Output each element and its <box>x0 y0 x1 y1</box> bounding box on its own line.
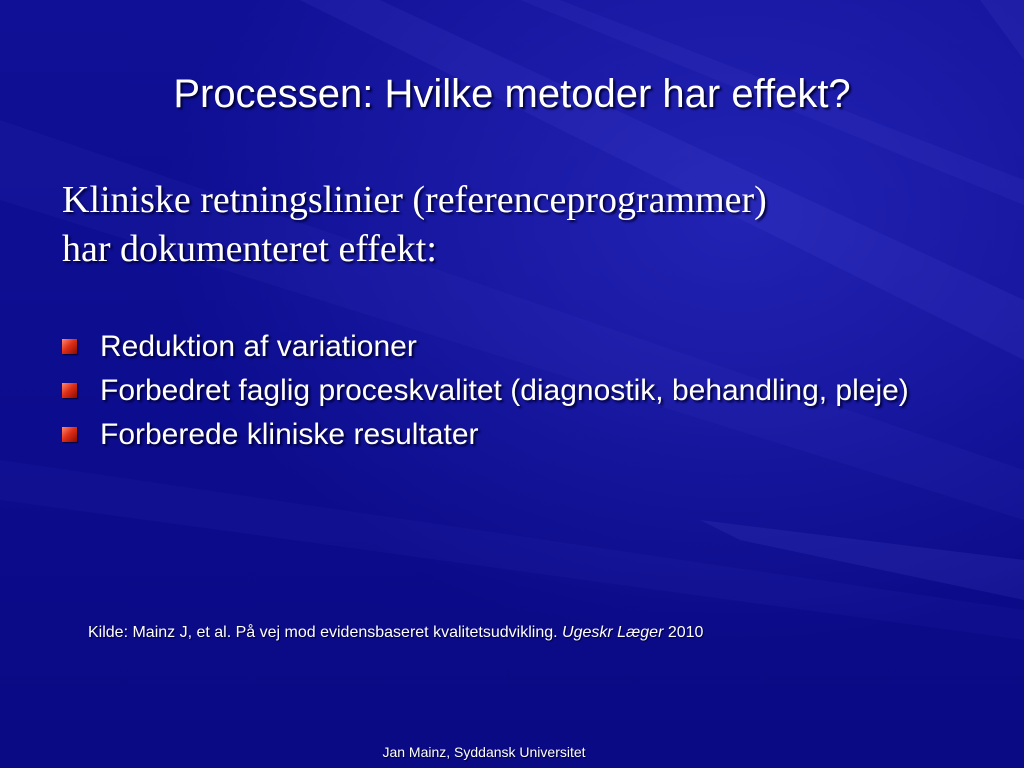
bullet-text: Reduktion af variationer <box>100 330 417 363</box>
footer <box>0 744 1024 760</box>
bullet-square-icon <box>62 383 77 398</box>
source-year: 2010 <box>663 624 704 641</box>
slide-title: Processen: Hvilke metoder har effekt? <box>173 72 851 116</box>
bullet-square-icon <box>62 339 77 354</box>
intro-line-1: Kliniske retningslinier (referenceprogrammer) <box>62 179 767 221</box>
bullet-text: Forberede kliniske resultater <box>100 418 479 451</box>
bullet-list <box>62 328 962 460</box>
bullet-item <box>62 372 962 410</box>
source-citation <box>88 624 988 642</box>
bullet-text: Forbedret faglig proceskvalitet (diagnostik, behandling, pleje) <box>100 374 909 407</box>
source-text: Kilde: Mainz J, et al. På vej mod evidensbaseret kvalitetsudvikling. <box>88 624 563 641</box>
footer-author: Jan Mainz, Syddansk Universitet <box>382 744 586 760</box>
bullet-item <box>62 328 962 366</box>
source-journal: Ugeskr Læger <box>562 624 664 641</box>
bullet-item <box>62 416 962 454</box>
bullet-square-icon <box>62 427 77 442</box>
intro-line-2: har dokumenteret effekt: <box>62 228 437 270</box>
intro-text <box>62 176 962 274</box>
